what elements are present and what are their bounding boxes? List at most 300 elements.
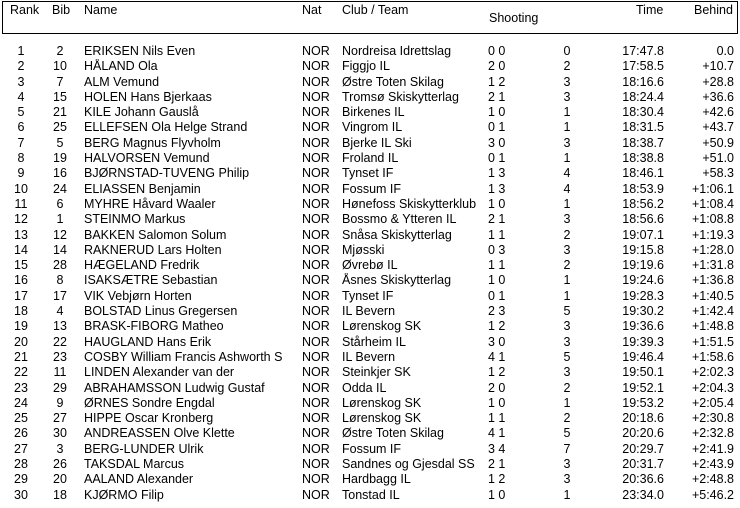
bib-cell: 27 xyxy=(53,411,67,426)
time-behind: +50.9 xyxy=(702,135,734,150)
penalty-total: 2 xyxy=(563,258,571,273)
nation-code: NOR xyxy=(302,395,330,410)
penalty-total: 1 xyxy=(563,120,571,135)
table-row xyxy=(0,319,740,334)
time-behind: +1:51.5 xyxy=(691,334,734,349)
club-name: IL Bevern xyxy=(342,304,396,319)
penalty-total: 2 xyxy=(563,59,571,74)
time-behind: +51.0 xyxy=(702,151,734,166)
rank-cell: 9 xyxy=(17,166,25,181)
bib-cell: 5 xyxy=(56,135,64,150)
shooting-misses: 1 0 xyxy=(488,487,506,502)
table-row xyxy=(0,365,740,380)
bib-cell: 8 xyxy=(56,273,64,288)
bib-cell: 13 xyxy=(53,319,67,334)
table-row xyxy=(0,350,740,365)
table-row xyxy=(0,136,740,151)
penalty-total: 4 xyxy=(563,181,571,196)
nation-code: NOR xyxy=(302,242,330,257)
athlete-name: LINDEN Alexander van der xyxy=(84,365,235,380)
time-behind: +2:43.9 xyxy=(691,457,734,472)
table-row xyxy=(0,304,740,319)
time-behind: +1:28.0 xyxy=(691,242,734,257)
club-name: IL Bevern xyxy=(342,349,396,364)
athlete-name: BRASK-FIBORG Matheo xyxy=(84,319,224,334)
nation-code: NOR xyxy=(302,426,330,441)
finish-time: 19:07.1 xyxy=(622,227,664,242)
time-behind: +2:04.3 xyxy=(691,380,734,395)
table-row xyxy=(0,258,740,273)
finish-time: 19:36.6 xyxy=(622,319,664,334)
nation-code: NOR xyxy=(302,151,330,166)
finish-time: 18:46.1 xyxy=(622,166,664,181)
finish-time: 18:24.4 xyxy=(622,89,664,104)
time-behind: +2:48.8 xyxy=(691,472,734,487)
nation-code: NOR xyxy=(302,196,330,211)
athlete-name: STEINMO Markus xyxy=(84,212,186,227)
finish-time: 19:19.6 xyxy=(622,258,664,273)
club-name: Mjøsski xyxy=(342,242,385,257)
athlete-name: ELIASSEN Benjamin xyxy=(84,181,201,196)
nation-code: NOR xyxy=(302,166,330,181)
table-row xyxy=(0,151,740,166)
nation-code: NOR xyxy=(302,258,330,273)
shooting-misses: 1 2 xyxy=(488,472,506,487)
rank-cell: 4 xyxy=(17,89,25,104)
rank-cell: 25 xyxy=(14,411,28,426)
rank-cell: 8 xyxy=(17,151,25,166)
rank-cell: 14 xyxy=(14,242,28,257)
rank-cell: 15 xyxy=(14,258,28,273)
club-name: Steinkjer SK xyxy=(342,365,411,380)
shooting-misses: 0 3 xyxy=(488,242,506,257)
shooting-misses: 1 3 xyxy=(488,166,506,181)
shooting-misses: 2 1 xyxy=(488,212,506,227)
rank-cell: 29 xyxy=(14,472,28,487)
athlete-name: HIPPE Oscar Kronberg xyxy=(84,411,214,426)
shooting-misses: 1 1 xyxy=(488,227,506,242)
athlete-name: ØRNES Sondre Engdal xyxy=(84,395,215,410)
time-behind: +42.6 xyxy=(702,105,734,120)
penalty-total: 2 xyxy=(563,380,571,395)
finish-time: 18:56.6 xyxy=(622,212,664,227)
rank-cell: 18 xyxy=(14,304,28,319)
athlete-name: KILE Johann Gauslå xyxy=(84,105,199,120)
athlete-name: HÆGELAND Fredrik xyxy=(84,258,200,273)
athlete-name: RAKNERUD Lars Holten xyxy=(84,242,222,257)
finish-time: 18:31.5 xyxy=(622,120,664,135)
finish-time: 18:53.9 xyxy=(622,181,664,196)
header-behind: Behind xyxy=(694,3,733,17)
nation-code: NOR xyxy=(302,334,330,349)
nation-code: NOR xyxy=(302,487,330,502)
time-behind: +1:48.8 xyxy=(691,319,734,334)
bib-cell: 25 xyxy=(53,120,67,135)
time-behind: +28.8 xyxy=(702,74,734,89)
time-behind: +1:58.6 xyxy=(691,349,734,364)
finish-time: 20:29.7 xyxy=(622,441,664,456)
table-row xyxy=(0,396,740,411)
bib-cell: 9 xyxy=(56,395,64,410)
nation-code: NOR xyxy=(302,273,330,288)
time-behind: +1:42.4 xyxy=(691,304,734,319)
nation-code: NOR xyxy=(302,105,330,120)
rank-cell: 16 xyxy=(14,273,28,288)
club-name: Bossmo & Ytteren IL xyxy=(342,212,457,227)
rank-cell: 21 xyxy=(14,349,28,364)
time-behind: +1:36.8 xyxy=(691,273,734,288)
header-time: Time xyxy=(636,3,664,17)
finish-time: 19:53.2 xyxy=(622,395,664,410)
club-name: Hønefoss Skiskytterklub xyxy=(342,196,477,211)
table-row xyxy=(0,75,740,90)
penalty-total: 3 xyxy=(563,319,571,334)
bib-cell: 30 xyxy=(53,426,67,441)
shooting-misses: 3 0 xyxy=(488,135,506,150)
finish-time: 20:18.6 xyxy=(622,411,664,426)
rank-cell: 27 xyxy=(14,441,28,456)
club-name: Odda IL xyxy=(342,380,387,395)
nation-code: NOR xyxy=(302,135,330,150)
club-name: Birkenes IL xyxy=(342,105,405,120)
finish-time: 20:20.6 xyxy=(622,426,664,441)
shooting-misses: 2 3 xyxy=(488,304,506,319)
penalty-total: 3 xyxy=(563,89,571,104)
bib-cell: 1 xyxy=(56,212,64,227)
bib-cell: 11 xyxy=(53,365,67,380)
club-name: Sandnes og Gjesdal SS xyxy=(342,457,475,472)
nation-code: NOR xyxy=(302,319,330,334)
club-name: Østre Toten Skilag xyxy=(342,74,444,89)
shooting-misses: 2 1 xyxy=(488,89,506,104)
club-name: Lørenskog SK xyxy=(342,319,422,334)
shooting-misses: 3 4 xyxy=(488,441,506,456)
finish-time: 18:30.4 xyxy=(622,105,664,120)
club-name: Nordreisa Idrettslag xyxy=(342,44,452,58)
finish-time: 19:30.2 xyxy=(622,304,664,319)
nation-code: NOR xyxy=(302,472,330,487)
table-row xyxy=(0,120,740,135)
club-name: Tromsø Skiskytterlag xyxy=(342,89,459,104)
penalty-total: 1 xyxy=(563,151,571,166)
club-name: Fossum IF xyxy=(342,441,402,456)
penalty-total: 1 xyxy=(563,273,571,288)
bib-cell: 24 xyxy=(53,181,67,196)
penalty-total: 3 xyxy=(563,472,571,487)
table-row xyxy=(0,166,740,181)
time-behind: +2:41.9 xyxy=(691,441,734,456)
table-row xyxy=(0,335,740,350)
penalty-total: 5 xyxy=(563,304,571,319)
rank-cell: 22 xyxy=(14,365,28,380)
bib-cell: 2 xyxy=(56,44,64,58)
bib-cell: 22 xyxy=(53,334,67,349)
athlete-name: ANDREASSEN Olve Klette xyxy=(84,426,235,441)
header-shooting: Shooting xyxy=(489,11,539,25)
bib-cell: 6 xyxy=(56,196,64,211)
time-behind: +5:46.2 xyxy=(691,487,734,502)
finish-time: 19:24.6 xyxy=(622,273,664,288)
penalty-total: 3 xyxy=(563,212,571,227)
bib-cell: 14 xyxy=(53,242,67,257)
nation-code: NOR xyxy=(302,365,330,380)
athlete-name: VIK Vebjørn Horten xyxy=(84,288,192,303)
bib-cell: 16 xyxy=(53,166,67,181)
shooting-misses: 1 0 xyxy=(488,273,506,288)
table-row xyxy=(0,212,740,227)
club-name: Østre Toten Skilag xyxy=(342,426,444,441)
shooting-misses: 1 2 xyxy=(488,319,506,334)
rank-cell: 19 xyxy=(14,319,28,334)
finish-time: 17:47.8 xyxy=(622,44,664,58)
table-row xyxy=(0,197,740,212)
athlete-name: BOLSTAD Linus Gregersen xyxy=(84,304,238,319)
athlete-name: BERG-LUNDER Ulrik xyxy=(84,441,204,456)
club-name: Froland IL xyxy=(342,151,399,166)
penalty-total: 1 xyxy=(563,487,571,502)
bib-cell: 17 xyxy=(53,288,67,303)
penalty-total: 5 xyxy=(563,349,571,364)
rank-cell: 3 xyxy=(17,74,25,89)
club-name: Hardbagg IL xyxy=(342,472,411,487)
table-row xyxy=(0,457,740,472)
header-name: Name xyxy=(84,3,118,17)
header-nat: Nat xyxy=(302,3,322,17)
club-name: Stårheim IL xyxy=(342,334,406,349)
rank-cell: 12 xyxy=(14,212,28,227)
club-name: Åsnes Skiskytterlag xyxy=(342,273,452,288)
shooting-misses: 2 1 xyxy=(488,457,506,472)
nation-code: NOR xyxy=(302,304,330,319)
table-row xyxy=(0,488,740,503)
rank-cell: 6 xyxy=(17,120,25,135)
time-behind: +2:32.8 xyxy=(691,426,734,441)
rank-cell: 23 xyxy=(14,380,28,395)
rank-cell: 24 xyxy=(14,395,28,410)
athlete-name: ALM Vemund xyxy=(84,74,160,89)
shooting-misses: 1 1 xyxy=(488,258,506,273)
penalty-total: 4 xyxy=(563,166,571,181)
time-behind: +10.7 xyxy=(702,59,734,74)
nation-code: NOR xyxy=(302,411,330,426)
time-behind: +1:08.4 xyxy=(691,196,734,211)
rank-cell: 2 xyxy=(17,59,25,74)
time-behind: +43.7 xyxy=(702,120,734,135)
shooting-misses: 2 0 xyxy=(488,59,506,74)
nation-code: NOR xyxy=(302,441,330,456)
penalty-total: 2 xyxy=(563,411,571,426)
finish-time: 19:28.3 xyxy=(622,288,664,303)
penalty-total: 1 xyxy=(563,105,571,120)
finish-time: 20:31.7 xyxy=(622,457,664,472)
rank-cell: 26 xyxy=(14,426,28,441)
table-row xyxy=(0,228,740,243)
athlete-name: ELLEFSEN Ola Helge Strand xyxy=(84,120,248,135)
shooting-misses: 4 1 xyxy=(488,426,506,441)
finish-time: 19:46.4 xyxy=(622,349,664,364)
table-row xyxy=(0,273,740,288)
finish-time: 18:38.8 xyxy=(622,151,664,166)
rank-cell: 13 xyxy=(14,227,28,242)
athlete-name: ABRAHAMSSON Ludwig Gustaf xyxy=(84,380,265,395)
bib-cell: 19 xyxy=(53,151,67,166)
athlete-name: BAKKEN Salomon Solum xyxy=(84,227,227,242)
rank-cell: 10 xyxy=(14,181,28,196)
shooting-misses: 1 1 xyxy=(488,411,506,426)
nation-code: NOR xyxy=(302,44,330,58)
header-rank: Rank xyxy=(10,3,40,17)
athlete-name: HÅLAND Ola xyxy=(84,59,158,74)
penalty-total: 3 xyxy=(563,334,571,349)
shooting-misses: 0 1 xyxy=(488,120,506,135)
shooting-misses: 1 0 xyxy=(488,395,506,410)
time-behind: +2:05.4 xyxy=(691,395,734,410)
shooting-misses: 0 1 xyxy=(488,151,506,166)
club-name: Figgjo IL xyxy=(342,59,390,74)
rank-cell: 1 xyxy=(17,44,25,58)
time-behind: +1:19.3 xyxy=(691,227,734,242)
club-name: Bjerke IL Ski xyxy=(342,135,412,150)
bib-cell: 15 xyxy=(53,89,67,104)
athlete-name: ISAKSÆTRE Sebastian xyxy=(84,273,218,288)
penalty-total: 0 xyxy=(563,44,571,58)
nation-code: NOR xyxy=(302,181,330,196)
shooting-misses: 1 2 xyxy=(488,74,506,89)
table-row xyxy=(0,59,740,74)
header-bib: Bib xyxy=(52,3,71,17)
shooting-misses: 1 0 xyxy=(488,196,506,211)
club-name: Øvrebø IL xyxy=(342,258,398,273)
penalty-total: 3 xyxy=(563,135,571,150)
rank-cell: 30 xyxy=(14,487,28,502)
time-behind: 0.0 xyxy=(716,44,734,58)
shooting-misses: 3 0 xyxy=(488,334,506,349)
club-name: Snåsa Skiskytterlag xyxy=(342,227,452,242)
time-behind: +2:02.3 xyxy=(691,365,734,380)
bib-cell: 20 xyxy=(53,472,67,487)
penalty-total: 7 xyxy=(563,441,571,456)
table-row xyxy=(0,472,740,487)
shooting-misses: 4 1 xyxy=(488,349,506,364)
nation-code: NOR xyxy=(302,349,330,364)
table-row xyxy=(0,90,740,105)
finish-time: 19:39.3 xyxy=(622,334,664,349)
penalty-total: 1 xyxy=(563,196,571,211)
bib-cell: 29 xyxy=(53,380,67,395)
athlete-name: COSBY William Francis Ashworth S xyxy=(84,349,283,364)
finish-time: 18:16.6 xyxy=(622,74,664,89)
nation-code: NOR xyxy=(302,89,330,104)
club-name: Lørenskog SK xyxy=(342,395,422,410)
nation-code: NOR xyxy=(302,74,330,89)
nation-code: NOR xyxy=(302,212,330,227)
penalty-total: 3 xyxy=(563,74,571,89)
time-behind: +1:40.5 xyxy=(691,288,734,303)
penalty-total: 1 xyxy=(563,288,571,303)
bib-cell: 23 xyxy=(53,349,67,364)
finish-time: 18:56.2 xyxy=(622,196,664,211)
bib-cell: 28 xyxy=(53,258,67,273)
nation-code: NOR xyxy=(302,457,330,472)
club-name: Tonstad IL xyxy=(342,487,400,502)
bib-cell: 12 xyxy=(53,227,67,242)
time-behind: +1:31.8 xyxy=(691,258,734,273)
rank-cell: 17 xyxy=(14,288,28,303)
nation-code: NOR xyxy=(302,380,330,395)
header-club: Club / Team xyxy=(342,3,409,17)
shooting-misses: 0 0 xyxy=(488,44,506,58)
shooting-misses: 1 0 xyxy=(488,105,506,120)
penalty-total: 2 xyxy=(563,227,571,242)
athlete-name: BERG Magnus Flyvholm xyxy=(84,135,221,150)
finish-time: 19:50.1 xyxy=(622,365,664,380)
time-behind: +58.3 xyxy=(702,166,734,181)
club-name: Vingrom IL xyxy=(342,120,403,135)
club-name: Tynset IF xyxy=(342,288,394,303)
club-name: Lørenskog SK xyxy=(342,411,422,426)
penalty-total: 5 xyxy=(563,426,571,441)
athlete-name: BJØRNSTAD-TUVENG Philip xyxy=(84,166,250,181)
rank-cell: 11 xyxy=(14,196,28,211)
finish-time: 20:36.6 xyxy=(622,472,664,487)
bib-cell: 18 xyxy=(53,487,67,502)
club-name: Tynset IF xyxy=(342,166,394,181)
athlete-name: ERIKSEN Nils Even xyxy=(84,44,196,58)
table-row xyxy=(0,426,740,441)
athlete-name: MYHRE Håvard Waaler xyxy=(84,196,216,211)
athlete-name: HALVORSEN Vemund xyxy=(84,151,210,166)
table-row xyxy=(0,182,740,197)
rank-cell: 20 xyxy=(14,334,28,349)
time-behind: +36.6 xyxy=(702,89,734,104)
table-row xyxy=(0,289,740,304)
rank-cell: 5 xyxy=(17,105,25,120)
shooting-misses: 1 2 xyxy=(488,365,506,380)
shooting-misses: 2 0 xyxy=(488,380,506,395)
shooting-misses: 0 1 xyxy=(488,288,506,303)
athlete-name: HOLEN Hans Bjerkaas xyxy=(84,89,212,104)
results-list xyxy=(0,44,740,503)
bib-cell: 21 xyxy=(53,105,67,120)
bib-cell: 3 xyxy=(56,441,64,456)
table-row xyxy=(0,44,740,59)
athlete-name: KJØRMO Filip xyxy=(84,487,164,502)
table-row xyxy=(0,442,740,457)
bib-cell: 26 xyxy=(53,457,67,472)
nation-code: NOR xyxy=(302,227,330,242)
table-row xyxy=(0,105,740,120)
athlete-name: HAUGLAND Hans Erik xyxy=(84,334,212,349)
nation-code: NOR xyxy=(302,120,330,135)
penalty-total: 3 xyxy=(563,242,571,257)
finish-time: 17:58.5 xyxy=(622,59,664,74)
penalty-total: 3 xyxy=(563,457,571,472)
bib-cell: 7 xyxy=(56,74,64,89)
penalty-total: 1 xyxy=(563,395,571,410)
bib-cell: 10 xyxy=(53,59,67,74)
finish-time: 23:34.0 xyxy=(622,487,664,502)
finish-time: 19:15.8 xyxy=(622,242,664,257)
athlete-name: AALAND Alexander xyxy=(84,472,194,487)
time-behind: +2:30.8 xyxy=(691,411,734,426)
club-name: Fossum IF xyxy=(342,181,402,196)
nation-code: NOR xyxy=(302,59,330,74)
bib-cell: 4 xyxy=(56,304,64,319)
rank-cell: 28 xyxy=(14,457,28,472)
finish-time: 19:52.1 xyxy=(622,380,664,395)
table-row xyxy=(0,381,740,396)
finish-time: 18:38.7 xyxy=(622,135,664,150)
